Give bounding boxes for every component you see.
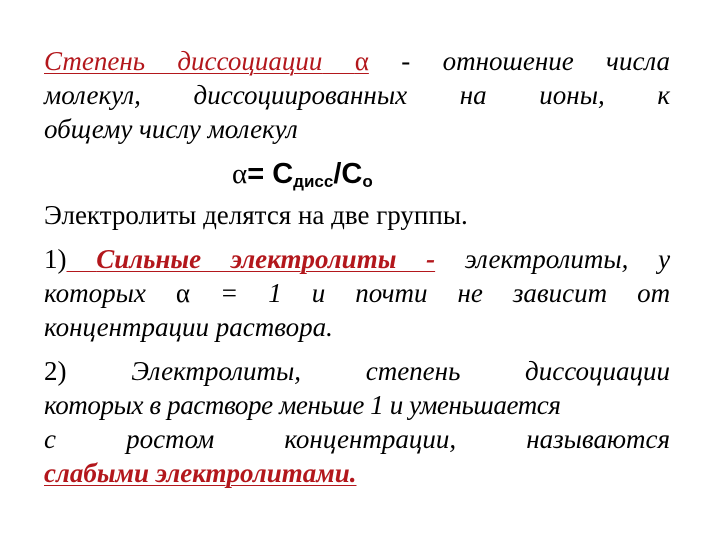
- word: которых: [44, 278, 146, 308]
- formula-equals: =: [247, 158, 273, 190]
- groups-intro: Электролиты делятся на две группы.: [44, 200, 468, 230]
- formula-numerator: С: [272, 158, 294, 190]
- word: и: [311, 278, 326, 308]
- word: от: [637, 278, 671, 308]
- strong-line-1: [44, 242, 670, 276]
- word: ростом: [126, 424, 215, 454]
- formula-alpha: α: [232, 158, 248, 190]
- dissociation-formula: [232, 156, 373, 200]
- strong-term: Сильные электролиты -: [96, 244, 436, 274]
- weak-term: слабыми электролитами.: [44, 458, 357, 488]
- word: ионы,: [539, 80, 605, 110]
- formula-denominator-sub: о: [362, 172, 373, 191]
- weak-number: 2): [44, 356, 67, 386]
- word: Электролиты,: [131, 356, 302, 386]
- strong-line-2: [44, 276, 670, 310]
- strong-line-3: концентрации раствора.: [44, 312, 333, 342]
- word: электролиты,: [464, 244, 629, 274]
- word: 1: [268, 278, 282, 308]
- word: не: [457, 278, 483, 308]
- formula-numerator-sub: дисс: [293, 172, 334, 191]
- definition-term: Степень диссоциации α: [44, 46, 369, 76]
- definition-dash: -: [401, 46, 411, 76]
- definition-line1-rest: отношение числа: [442, 46, 671, 76]
- word: диссоциации: [525, 356, 671, 386]
- word: =: [220, 278, 239, 308]
- word: называются: [526, 424, 671, 454]
- word: степень: [365, 356, 461, 386]
- word: молекул,: [44, 80, 141, 110]
- word: у: [658, 244, 671, 274]
- definition-line-1: [44, 44, 670, 78]
- weak-line-1: [44, 354, 670, 388]
- weak-line-2: которых в растворе меньше 1 и уменьшается: [44, 390, 561, 420]
- word: диссоциированных: [193, 80, 408, 110]
- word: с: [44, 424, 56, 454]
- slide-content: [44, 40, 670, 510]
- definition-line-3: общему числу молекул: [44, 114, 298, 144]
- word: зависит: [512, 278, 608, 308]
- word: концентрации,: [284, 424, 457, 454]
- definition-line-2: [44, 78, 670, 112]
- formula-denominator: С: [341, 158, 363, 190]
- strong-number: 1) Сильные электролиты -: [44, 244, 436, 274]
- word: на: [459, 80, 487, 110]
- alpha-symbol: α: [175, 278, 191, 308]
- word: к: [657, 80, 671, 110]
- formula-slash: /: [333, 158, 342, 190]
- word: почти: [355, 278, 428, 308]
- weak-line-3: [44, 422, 670, 456]
